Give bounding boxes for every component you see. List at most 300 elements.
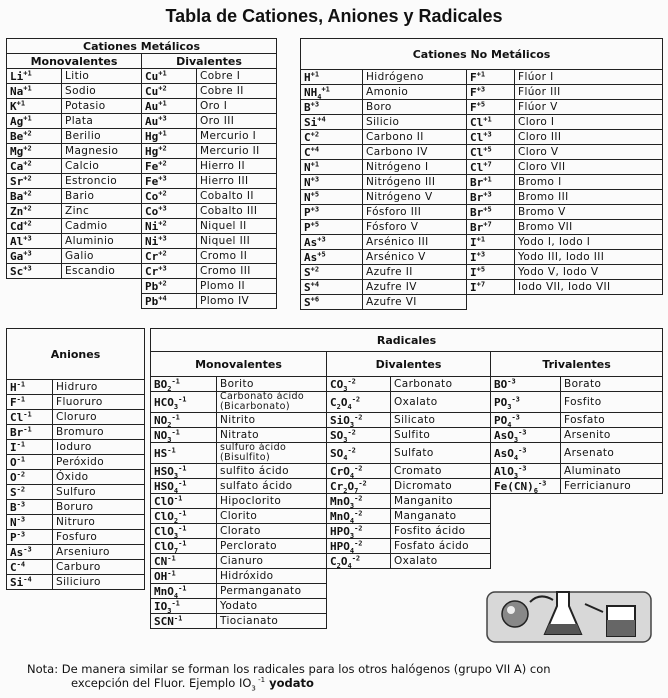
name-cell: Hipoclorito: [217, 494, 327, 509]
formula-cell: $S^{+2}$: [301, 265, 363, 280]
anion-row: [7, 560, 145, 575]
formula-cell: $K^{+1}$: [7, 99, 62, 114]
name-cell: Sodio: [62, 84, 142, 99]
rad-divalentes-header: Divalentes: [327, 352, 491, 377]
formula-cell: $OH^{-1}$: [151, 569, 217, 584]
anion-row: [7, 470, 145, 485]
cationes-no-metalicos-table: [300, 38, 663, 310]
formula-cell: $HSO_4^{-1}$: [151, 479, 217, 494]
note-line-2: excepción del Fluor. Ejemplo $IO_3$ $^{-1}$ yodato: [71, 676, 314, 693]
empty-cell: [391, 584, 491, 599]
radical-row: [151, 524, 663, 539]
formula-cell: $F^{+3}$: [467, 85, 515, 100]
cm-divalentes-header: Divalentes: [142, 54, 277, 69]
name-cell: Carbono IV: [363, 145, 467, 160]
name-cell: Azufre VI: [363, 295, 467, 310]
formula-cell: SiO$_3^{-2}$: [327, 413, 391, 428]
name-cell: Oro III: [197, 114, 277, 129]
formula-cell: $Cr^{+3}$: [142, 264, 197, 279]
name-cell: Cobre II: [197, 84, 277, 99]
empty-cell: [467, 295, 515, 310]
name-cell: Plomo IV: [197, 294, 277, 309]
name-cell: Azufre II: [363, 265, 467, 280]
cationes-metalicos-table: [6, 38, 277, 309]
formula-cell: $BO^{-3}$: [491, 377, 561, 392]
name-cell: Nitrato: [217, 428, 327, 443]
name-cell: Cloro III: [515, 130, 663, 145]
name-cell: Berilio: [62, 129, 142, 144]
empty-cell: [7, 294, 62, 309]
cation-metalico-row: [7, 234, 277, 249]
name-cell: Zinc: [62, 204, 142, 219]
name-cell: Silicato: [391, 413, 491, 428]
formula-cell: $C^{+4}$: [301, 145, 363, 160]
name-cell: Escandio: [62, 264, 142, 279]
formula-cell: AlO$_3^{-3}$: [491, 464, 561, 479]
formula-cell: $Br^{+7}$: [467, 220, 515, 235]
radical-row: [151, 509, 663, 524]
name-cell: Arsénico III: [363, 235, 467, 250]
formula-cell: $HPO_3^{-2}$: [327, 524, 391, 539]
name-cell: Estroncio: [62, 174, 142, 189]
formula-cell: $Al^{+3}$: [7, 234, 62, 249]
name-cell: Bromo III: [515, 190, 663, 205]
name-cell: Oxalato: [391, 392, 491, 413]
formula-cell: $Si^{+4}$: [301, 115, 363, 130]
formula-cell: $C_2O_4^{-2}$: [327, 392, 391, 413]
name-cell: Oro I: [197, 99, 277, 114]
formula-cell: $Ni^{+2}$: [142, 219, 197, 234]
name-cell: Flúor I: [515, 70, 663, 85]
formula-cell: $N^{+3}$: [301, 175, 363, 190]
empty-cell: [391, 599, 491, 614]
name-cell: Calcio: [62, 159, 142, 174]
name-cell: Carbono II: [363, 130, 467, 145]
formula-cell: $C^{+2}$: [301, 130, 363, 145]
formula-cell: $O^{-2}$: [7, 470, 53, 485]
name-cell: Amonio: [363, 85, 467, 100]
anion-row: [7, 500, 145, 515]
formula-cell: $Cr_2O_7^{-2}$: [327, 479, 391, 494]
empty-cell: [561, 524, 663, 539]
formula-cell: $C^{-4}$: [7, 560, 53, 575]
formula-cell: $Ba^{+2}$: [7, 189, 62, 204]
cation-no-metalico-row: [301, 190, 663, 205]
formula-cell: $As^{-3}$: [7, 545, 53, 560]
name-cell: Cloro I: [515, 115, 663, 130]
anion-row: [7, 380, 145, 395]
footnote: [27, 662, 657, 693]
radical-row: [151, 413, 663, 428]
cation-no-metalico-row: [301, 115, 663, 130]
cation-no-metalico-row: [301, 280, 663, 295]
radical-row: [151, 443, 663, 464]
name-cell: Manganato: [391, 509, 491, 524]
formula-cell: $Ag^{+1}$: [7, 114, 62, 129]
formula-cell: $C_2O_4^{-2}$: [327, 554, 391, 569]
name-cell: Cloro V: [515, 145, 663, 160]
formula-cell: $Cu^{+2}$: [142, 84, 197, 99]
name-cell: Flúor V: [515, 100, 663, 115]
name-cell: Carbonato ácido (Bicarbonato): [217, 392, 327, 413]
formula-cell: $Br^{+5}$: [467, 205, 515, 220]
formula-cell: $SO_4^{-2}$: [327, 443, 391, 464]
formula-cell: $Si^{-4}$: [7, 575, 53, 590]
formula-cell: AsO$_3^{-3}$: [491, 428, 561, 443]
name-cell: Hierro III: [197, 174, 277, 189]
name-cell: Borito: [217, 377, 327, 392]
formula-cell: $As^{+3}$: [301, 235, 363, 250]
formula-cell: $Fe(CN)_6^{-3}$: [491, 479, 561, 494]
anion-row: [7, 530, 145, 545]
cation-metalico-row: [7, 249, 277, 264]
formula-cell: ClO$^{-1}$: [151, 494, 217, 509]
name-cell: Fósforo III: [363, 205, 467, 220]
name-cell: Bario: [62, 189, 142, 204]
cationes-no-metalicos-header: Cationes No Metálicos: [301, 39, 663, 70]
name-cell: Arsenato: [561, 443, 663, 464]
formula-cell: $F^{+1}$: [467, 70, 515, 85]
formula-cell: $P^{-3}$: [7, 530, 53, 545]
formula-cell: $S^{+4}$: [301, 280, 363, 295]
name-cell: Hidrógeno: [363, 70, 467, 85]
name-cell: Cromato: [391, 464, 491, 479]
name-cell: Yodo III, Iodo III: [515, 250, 663, 265]
cm-monovalentes-header: Monovalentes: [7, 54, 142, 69]
name-cell: Cromo II: [197, 249, 277, 264]
radical-row: [151, 392, 663, 413]
name-cell: Cloruro: [53, 410, 145, 425]
name-cell: Fosfito: [561, 392, 663, 413]
rad-trivalentes-header: Trivalentes: [491, 352, 663, 377]
formula-cell: $Hg^{+1}$: [142, 129, 197, 144]
cation-metalico-row: [7, 114, 277, 129]
name-cell: Fosfuro: [53, 530, 145, 545]
empty-cell: [491, 509, 561, 524]
note-line-1: Nota: De manera similar se forman los radicales para los otros halógenos (grupo VII A) con: [27, 662, 551, 676]
name-cell: Manganito: [391, 494, 491, 509]
name-cell: Silicio: [363, 115, 467, 130]
name-cell: Cianuro: [217, 554, 327, 569]
formula-cell: MnO$_4^{-1}$: [151, 584, 217, 599]
name-cell: Arsenito: [561, 428, 663, 443]
name-cell: Oxalato: [391, 554, 491, 569]
formula-cell: $I^{+7}$: [467, 280, 515, 295]
anion-row: [7, 425, 145, 440]
name-cell: sulfito ácido: [217, 464, 327, 479]
name-cell: Perclorato: [217, 539, 327, 554]
name-cell: Óxido: [53, 470, 145, 485]
formula-cell: $B^{-3}$: [7, 500, 53, 515]
cation-no-metalico-row: [301, 235, 663, 250]
name-cell: Cobalto III: [197, 204, 277, 219]
cation-no-metalico-row: [301, 130, 663, 145]
name-cell: Sulfato: [391, 443, 491, 464]
formula-cell: $Cl^{-1}$: [7, 410, 53, 425]
formula-cell: $Cl^{+1}$: [467, 115, 515, 130]
empty-cell: [7, 279, 62, 294]
name-cell: Cobalto II: [197, 189, 277, 204]
name-cell: Carbonato: [391, 377, 491, 392]
cation-metalico-row: [7, 99, 277, 114]
cation-metalico-row: [7, 174, 277, 189]
formula-cell: $Co^{+3}$: [142, 204, 197, 219]
formula-cell: $P^{+3}$: [301, 205, 363, 220]
formula-cell: $Fe^{+2}$: [142, 159, 197, 174]
empty-cell: [561, 509, 663, 524]
name-cell: Dicromato: [391, 479, 491, 494]
radical-row: [151, 377, 663, 392]
name-cell: sulfato ácido: [217, 479, 327, 494]
name-cell: Yodato: [217, 599, 327, 614]
cationes-metalicos-header: Cationes Metálicos: [7, 39, 277, 54]
empty-cell: [561, 494, 663, 509]
cation-metalico-row: [7, 189, 277, 204]
formula-cell: $Cr^{+2}$: [142, 249, 197, 264]
formula-cell: $H^{+1}$: [301, 70, 363, 85]
name-cell: Potasio: [62, 99, 142, 114]
cation-metalico-row: [7, 129, 277, 144]
radicales-header: Radicales: [151, 329, 663, 352]
empty-cell: [561, 539, 663, 554]
formula-cell: $Br^{+1}$: [467, 175, 515, 190]
empty-cell: [327, 569, 391, 584]
formula-cell: $HPO_4^{-2}$: [327, 539, 391, 554]
name-cell: Bromo I: [515, 175, 663, 190]
formula-cell: $HS^{-1}$: [151, 443, 217, 464]
formula-cell: $Pb^{+2}$: [142, 279, 197, 294]
radical-row: [151, 494, 663, 509]
formula-cell: ClO$_2^{-1}$: [151, 509, 217, 524]
cation-no-metalico-row: [301, 160, 663, 175]
cation-no-metalico-row: [301, 295, 663, 310]
empty-cell: [62, 294, 142, 309]
name-cell: Fósforo V: [363, 220, 467, 235]
page-title: Tabla de Cationes, Aniones y Radicales: [165, 6, 503, 26]
formula-cell: $PO_4^{-3}$: [491, 413, 561, 428]
name-cell: Bromo VII: [515, 220, 663, 235]
cation-no-metalico-row: [301, 100, 663, 115]
name-cell: Yodo V, Iodo V: [515, 265, 663, 280]
anion-row: [7, 545, 145, 560]
formula-cell: MnO$_4^{-2}$: [327, 509, 391, 524]
name-cell: Sulfito: [391, 428, 491, 443]
formula-cell: $Cl^{+7}$: [467, 160, 515, 175]
cation-no-metalico-row: [301, 250, 663, 265]
formula-cell: $H^{-1}$: [7, 380, 53, 395]
name-cell: Azufre IV: [363, 280, 467, 295]
formula-cell: $S^{+6}$: [301, 295, 363, 310]
name-cell: Yodo I, Iodo I: [515, 235, 663, 250]
name-cell: Nitrógeno III: [363, 175, 467, 190]
formula-cell: $N^{+5}$: [301, 190, 363, 205]
name-cell: Carburo: [53, 560, 145, 575]
formula-cell: MnO$_3^{-2}$: [327, 494, 391, 509]
radical-row: [151, 464, 663, 479]
formula-cell: $Fe^{+3}$: [142, 174, 197, 189]
name-cell: Siliciuro: [53, 575, 145, 590]
formula-cell: $P^{+5}$: [301, 220, 363, 235]
name-cell: Mercurio I: [197, 129, 277, 144]
name-cell: Plomo II: [197, 279, 277, 294]
formula-cell: $Au^{+3}$: [142, 114, 197, 129]
formula-cell: $Cu^{+1}$: [142, 69, 197, 84]
radical-row: [151, 554, 663, 569]
formula-cell: $Pb^{+4}$: [142, 294, 197, 309]
cation-metalico-row: [7, 159, 277, 174]
formula-cell: $Sc^{+3}$: [7, 264, 62, 279]
formula-cell: $CN^{-1}$: [151, 554, 217, 569]
radical-row: [151, 428, 663, 443]
name-cell: Iodo VII, Iodo VII: [515, 280, 663, 295]
formula-cell: $Na^{+1}$: [7, 84, 62, 99]
formula-cell: $BO_2^{-1}$: [151, 377, 217, 392]
name-cell: Arsénico V: [363, 250, 467, 265]
cation-metalico-row: [7, 204, 277, 219]
name-cell: Peróxido: [53, 455, 145, 470]
formula-cell: $Mg^{+2}$: [7, 144, 62, 159]
empty-cell: [491, 554, 561, 569]
formula-cell: $Br^{-1}$: [7, 425, 53, 440]
anion-row: [7, 515, 145, 530]
name-cell: Magnesio: [62, 144, 142, 159]
formula-cell: $Br^{+3}$: [467, 190, 515, 205]
cation-no-metalico-row: [301, 205, 663, 220]
cation-metalico-row: [7, 144, 277, 159]
anion-row: [7, 410, 145, 425]
formula-cell: $I^{+5}$: [467, 265, 515, 280]
formula-cell: $CO_3^{-2}$: [327, 377, 391, 392]
formula-cell: $PO_3^{-3}$: [491, 392, 561, 413]
name-cell: Boro: [363, 100, 467, 115]
empty-cell: [327, 599, 391, 614]
formula-cell: $I^{-1}$: [7, 440, 53, 455]
formula-cell: $Sr^{+2}$: [7, 174, 62, 189]
name-cell: Aluminato: [561, 464, 663, 479]
name-cell: Bromo V: [515, 205, 663, 220]
formula-cell: $Ga^{+3}$: [7, 249, 62, 264]
formula-cell: $F^{+5}$: [467, 100, 515, 115]
name-cell: Flúor III: [515, 85, 663, 100]
name-cell: Fluoruro: [53, 395, 145, 410]
anion-row: [7, 485, 145, 500]
empty-cell: [391, 569, 491, 584]
formula-cell: $Ca^{+2}$: [7, 159, 62, 174]
radical-row: [151, 539, 663, 554]
formula-cell: $Hg^{+2}$: [142, 144, 197, 159]
cation-no-metalico-row: [301, 70, 663, 85]
name-cell: Fosfato: [561, 413, 663, 428]
formula-cell: $Be^{+2}$: [7, 129, 62, 144]
name-cell: Cromo III: [197, 264, 277, 279]
name-cell: Bromuro: [53, 425, 145, 440]
empty-cell: [491, 494, 561, 509]
formula-cell: ClO$_3^{-1}$: [151, 524, 217, 539]
formula-cell: $I^{+1}$: [467, 235, 515, 250]
cation-metalico-row: [7, 69, 277, 84]
anion-row: [7, 395, 145, 410]
name-cell: Ferricianuro: [561, 479, 663, 494]
name-cell: Cobre I: [197, 69, 277, 84]
formula-cell: $NO_3^{-1}$: [151, 428, 217, 443]
cation-metalico-row: [7, 279, 277, 294]
empty-cell: [491, 524, 561, 539]
cation-metalico-row: [7, 84, 277, 99]
formula-cell: $As^{+5}$: [301, 250, 363, 265]
cation-no-metalico-row: [301, 175, 663, 190]
empty-cell: [391, 614, 491, 629]
formula-cell: $B^{+3}$: [301, 100, 363, 115]
name-cell: Niquel II: [197, 219, 277, 234]
formula-cell: $HCO_3^{-1}$: [151, 392, 217, 413]
formula-cell: AsO$_4^{-3}$: [491, 443, 561, 464]
formula-cell: $NO_2^{-1}$: [151, 413, 217, 428]
aniones-header: Aniones: [7, 329, 145, 380]
empty-cell: [327, 614, 391, 629]
name-cell: Cadmio: [62, 219, 142, 234]
formula-cell: $IO_3^{-1}$: [151, 599, 217, 614]
formula-cell: $SCN^{-1}$: [151, 614, 217, 629]
name-cell: Mercurio II: [197, 144, 277, 159]
name-cell: Hidruro: [53, 380, 145, 395]
formula-cell: $Cl^{+3}$: [467, 130, 515, 145]
cation-metalico-row: [7, 294, 277, 309]
empty-cell: [62, 279, 142, 294]
formula-cell: $Cd^{+2}$: [7, 219, 62, 234]
formula-cell: $O^{-1}$: [7, 455, 53, 470]
name-cell: Litio: [62, 69, 142, 84]
cation-metalico-row: [7, 219, 277, 234]
name-cell: Plata: [62, 114, 142, 129]
name-cell: Boruro: [53, 500, 145, 515]
cation-no-metalico-row: [301, 85, 663, 100]
name-cell: Nitrito: [217, 413, 327, 428]
name-cell: Hierro II: [197, 159, 277, 174]
empty-cell: [515, 295, 663, 310]
empty-cell: [327, 584, 391, 599]
formula-cell: $Cl^{+5}$: [467, 145, 515, 160]
formula-cell: $I^{+3}$: [467, 250, 515, 265]
formula-cell: $Au^{+1}$: [142, 99, 197, 114]
name-cell: Tiocianato: [217, 614, 327, 629]
name-cell: Hidróxido: [217, 569, 327, 584]
name-cell: Permanganato: [217, 584, 327, 599]
formula-cell: $Co^{+2}$: [142, 189, 197, 204]
name-cell: Nitrógeno V: [363, 190, 467, 205]
rad-monovalentes-header: Monovalentes: [151, 352, 327, 377]
name-cell: Ioduro: [53, 440, 145, 455]
name-cell: Borato: [561, 377, 663, 392]
name-cell: Clorato: [217, 524, 327, 539]
name-cell: Cloro VII: [515, 160, 663, 175]
empty-cell: [491, 539, 561, 554]
cation-no-metalico-row: [301, 220, 663, 235]
formula-cell: $HSO_3^{-1}$: [151, 464, 217, 479]
formula-cell: $SO_3^{-2}$: [327, 428, 391, 443]
name-cell: Aluminio: [62, 234, 142, 249]
formula-cell: ClO$_7^{-1}$: [151, 539, 217, 554]
aniones-table: [6, 328, 145, 590]
formula-cell: $N^{-3}$: [7, 515, 53, 530]
name-cell: Fosfito ácido: [391, 524, 491, 539]
cation-no-metalico-row: [301, 145, 663, 160]
name-cell: Galio: [62, 249, 142, 264]
formula-cell: $S^{-2}$: [7, 485, 53, 500]
formula-cell: $Ni^{+3}$: [142, 234, 197, 249]
cation-metalico-row: [7, 264, 277, 279]
anion-row: [7, 440, 145, 455]
cation-no-metalico-row: [301, 265, 663, 280]
